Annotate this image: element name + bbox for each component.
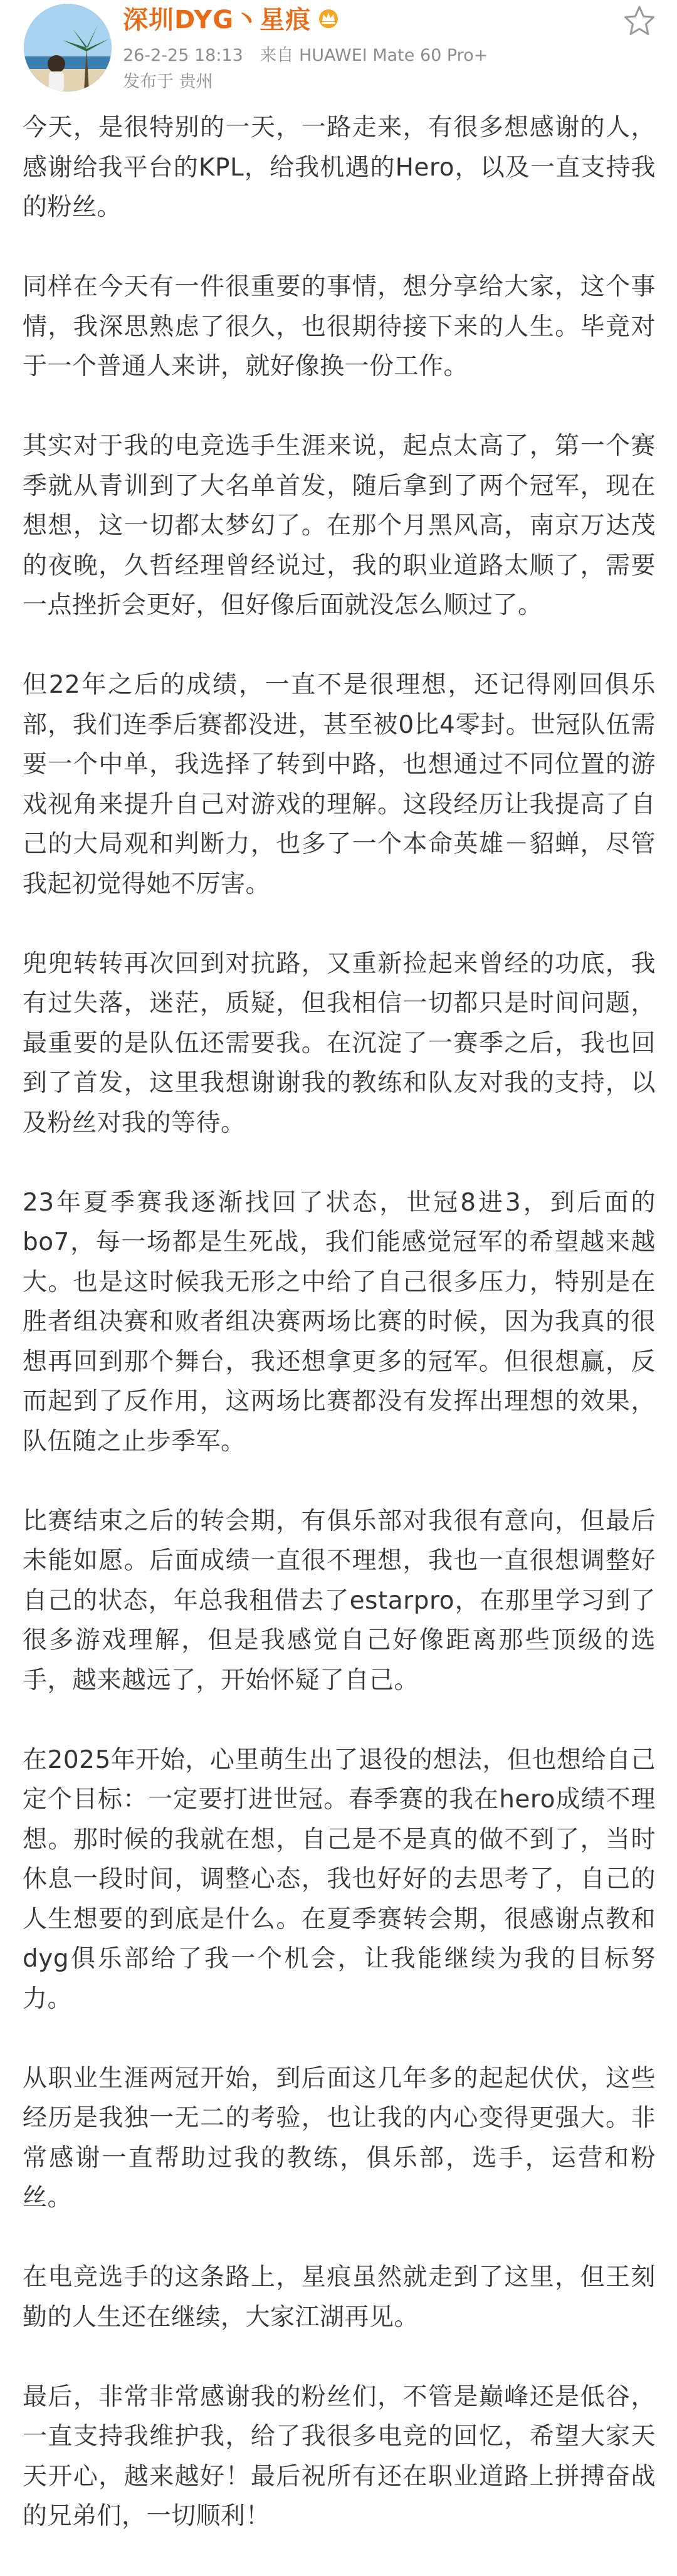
post-paragraph: 23年夏季赛我逐渐找回了状态，世冠8进3，到后面的bo7，每一场都是生死战，我们能感觉冠军的希望越来越大。也是这时候我无形之中给了自己很多压力，特别是在胜者组决赛和败者组决赛两场比赛的时候，因为我真的很想再回到那个舞台，我还想拿更多的冠军。但很想赢，反而起到了反作用，这两场比赛都没有发挥出理想的效果，队伍随之止步季军。 <box>23 1188 656 1456</box>
post-paragraph: 但22年之后的成绩，一直不是很理想，还记得刚回俱乐部，我们连季后赛都没进，甚至被0比4零封。世冠队伍需要一个中单，我选择了转到中路，也想通过不同位置的游戏视角来提升自己对游戏的理解。这段经历让我提高了自己的大局观和判断力，也多了一个本命英雄－貂蝉，尽管我起初觉得她不厉害。 <box>23 671 656 898</box>
username-row <box>123 0 341 35</box>
post-paragraph: 从职业生涯两冠开始，到后面这几年多的起起伏伏，这些经历是我独一无二的考验，也让我的内心变得更强大。非常感谢一直帮助过我的教练，俱乐部，选手，运营和粉丝。 <box>23 2064 656 2212</box>
post-paragraph: 比赛结束之后的转会期，有俱乐部对我很有意向，但最后未能如愿。后面成绩一直很不理想，我也一直很想调整好自己的状态，年总我租借去了estarpro，在那里学习到了很多游戏理解，但是我感觉自己好像距离那些顶级的选手，越来越远了，开始怀疑了自己。 <box>23 1506 656 1695</box>
post-paragraph: 在2025年开始，心里萌生出了退役的想法，但也想给自己定个目标：一定要打进世冠。春季赛的我在hero成绩不理想。那时候的我就在想，自己是不是真的做不到了，当时休息一段时间，调整心态，我也好好的去思考了，自己的人生想要的到底是什么。在夏季赛转会期，很感谢点教和dyg俱乐部给了我一个机会，让我能继续为我的目标努力。 <box>23 1745 656 2013</box>
avatar[interactable] <box>24 4 112 92</box>
post-date: 26-2-25 18:13 <box>123 46 243 65</box>
post-paragraph: 在电竞选手的这条路上，星痕虽然就走到了这里，但王刻勤的人生还在继续，大家江湖再见。 <box>23 2263 656 2332</box>
post-location: 发布于 贵州 <box>123 72 213 92</box>
post-paragraph: 最后，非常非常感谢我的粉丝们，不管是巅峰还是低谷，一直支持我维护我，给了我很多电竞的回忆，希望大家天天开心，越来越好！最后祝所有还在职业道路上拼搏奋战的兄弟们，一切顺利！ <box>23 2382 656 2530</box>
star-outline-icon[interactable] <box>621 3 658 40</box>
post-body <box>23 108 656 2576</box>
post-meta <box>123 41 499 66</box>
crown-icon <box>316 6 341 29</box>
username[interactable]: 深圳DYG丶星痕 <box>123 5 312 34</box>
post-paragraph: 兜兜转转再次回到对抗路，又重新捡起来曾经的功底，我有过失落，迷茫，质疑，但我相信一切都只是时间问题，最重要的是队伍还需要我。在沉淀了一赛季之后，我也回到了首发，这里我想谢谢我的教练和队友对我的支持，以及粉丝对我的等待。 <box>23 949 656 1137</box>
post-paragraph: 同样在今天有一件很重要的事情，想分享给大家，这个事情，我深思熟虑了很久，也很期待接下来的人生。毕竟对于一个普通人来讲，就好像换一份工作。 <box>23 273 656 381</box>
post-paragraph: 今天，是很特别的一天，一路走来，有很多想感谢的人，感谢给我平台的KPL，给我机遇的Hero，以及一直支持我的粉丝。 <box>23 113 656 221</box>
post-header <box>0 0 677 100</box>
post-paragraph: 其实对于我的电竞选手生涯来说，起点太高了，第一个赛季就从青训到了大名单首发，随后拿到了两个冠军，现在想想，这一切都太梦幻了。在那个月黑风高，南京万达茂的夜晚，久哲经理曾经说过，我的职业道路太顺了，需要一点挫折会更好，但好像后面就没怎么顺过了。 <box>23 432 656 619</box>
post-source: 来自 HUAWEI Mate 60 Pro+ <box>260 46 488 65</box>
avatar-image <box>24 4 112 92</box>
